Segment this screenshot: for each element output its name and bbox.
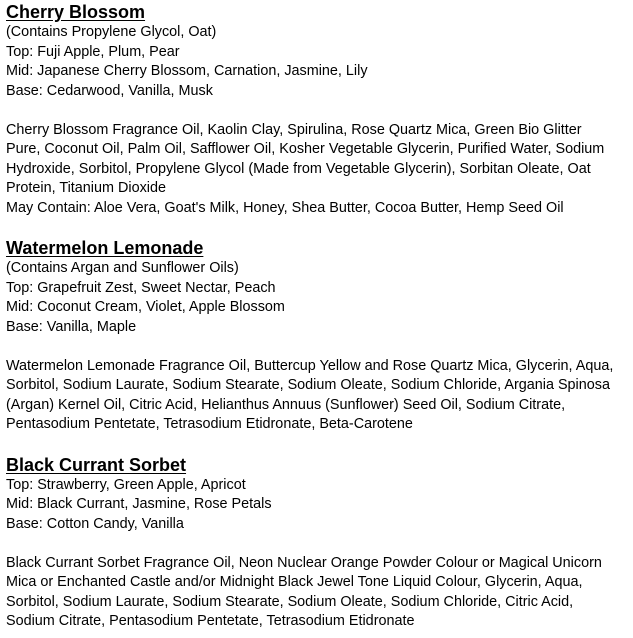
base-notes: Base: Cotton Candy, Vanilla xyxy=(6,515,184,532)
ingredients-line: Watermelon Lemonade Fragrance Oil, Buttercup Yellow and Rose Quartz Mica, Glycerin, Aqua, xyxy=(6,357,614,374)
ingredients-line: Black Currant Sorbet Fragrance Oil, Neon Nuclear Orange Powder Colour or Magical Unicorn xyxy=(6,554,602,571)
ingredients-line: Sorbitol, Sodium Laurate, Sodium Stearate, Sodium Oleate, Sodium Chloride, Argania Spinosa xyxy=(6,377,610,393)
ingredients xyxy=(6,121,633,199)
ingredients-line: Cherry Blossom Fragrance Oil, Kaolin Clay, Spirulina, Rose Quartz Mica, Green Bio Glitter xyxy=(6,121,582,138)
ingredients-line: Protein, Titanium Dioxide xyxy=(6,180,166,196)
ingredients xyxy=(6,554,633,632)
ingredients xyxy=(6,357,633,435)
base-notes: Base: Vanilla, Maple xyxy=(6,318,137,335)
top-notes: Top: Strawberry, Green Apple, Apricot xyxy=(6,476,246,493)
ingredients-line: Pentasodium Pentetate, Tetrasodium Etidronate, Beta-Carotene xyxy=(6,416,413,432)
mid-notes: Mid: Black Currant, Jasmine, Rose Petals xyxy=(6,496,272,512)
top-notes: Top: Grapefruit Zest, Sweet Nectar, Peach xyxy=(6,279,276,296)
spacer xyxy=(6,101,633,121)
ingredients-line: Sorbitol, Sodium Laurate, Sodium Stearate, Sodium Oleate, Sodium Chloride, Citric Acid, xyxy=(6,593,574,610)
ingredients-line: Mica or Enchanted Castle and/or Midnight Black Jewel Tone Liquid Colour, Glycerin, Aqua, xyxy=(6,574,583,590)
spacer xyxy=(6,337,633,357)
product-section-watermelon-lemonade xyxy=(6,237,633,435)
top-notes: Top: Fuji Apple, Plum, Pear xyxy=(6,43,180,60)
mid-notes: Mid: Japanese Cherry Blossom, Carnation, Jasmine, Lily xyxy=(6,63,368,79)
spacer xyxy=(6,534,633,554)
contains-note: (Contains Propylene Glycol, Oat) xyxy=(6,24,217,40)
product-section-black-currant-sorbet xyxy=(6,454,633,632)
ingredients-line: Sodium Citrate, Pentasodium Pentetate, Tetrasodium Etidronate xyxy=(6,613,415,629)
ingredients-line: (Argan) Kernel Oil, Citric Acid, Helianthus Annuus (Sunflower) Seed Oil, Sodium Citrate, xyxy=(6,396,566,413)
contains-note: (Contains Argan and Sunflower Oils) xyxy=(6,260,239,276)
base-notes: Base: Cedarwood, Vanilla, Musk xyxy=(6,82,213,99)
product-section-cherry-blossom xyxy=(6,1,633,218)
may-contain: May Contain: Aloe Vera, Goat's Milk, Honey, Shea Butter, Cocoa Butter, Hemp Seed Oil xyxy=(6,199,564,216)
product-title: Cherry Blossom xyxy=(6,2,146,22)
ingredients-line: Pure, Coconut Oil, Palm Oil, Safflower Oil, Kosher Vegetable Glycerin, Purified Water, Sodium xyxy=(6,141,605,157)
mid-notes: Mid: Coconut Cream, Violet, Apple Blossom xyxy=(6,299,285,315)
ingredients-line: Hydroxide, Sorbitol, Propylene Glycol (Made from Vegetable Glycerin), Sorbitan Oleate, Oat xyxy=(6,160,591,177)
product-title: Black Currant Sorbet xyxy=(6,454,187,475)
product-title: Watermelon Lemonade xyxy=(6,238,204,258)
